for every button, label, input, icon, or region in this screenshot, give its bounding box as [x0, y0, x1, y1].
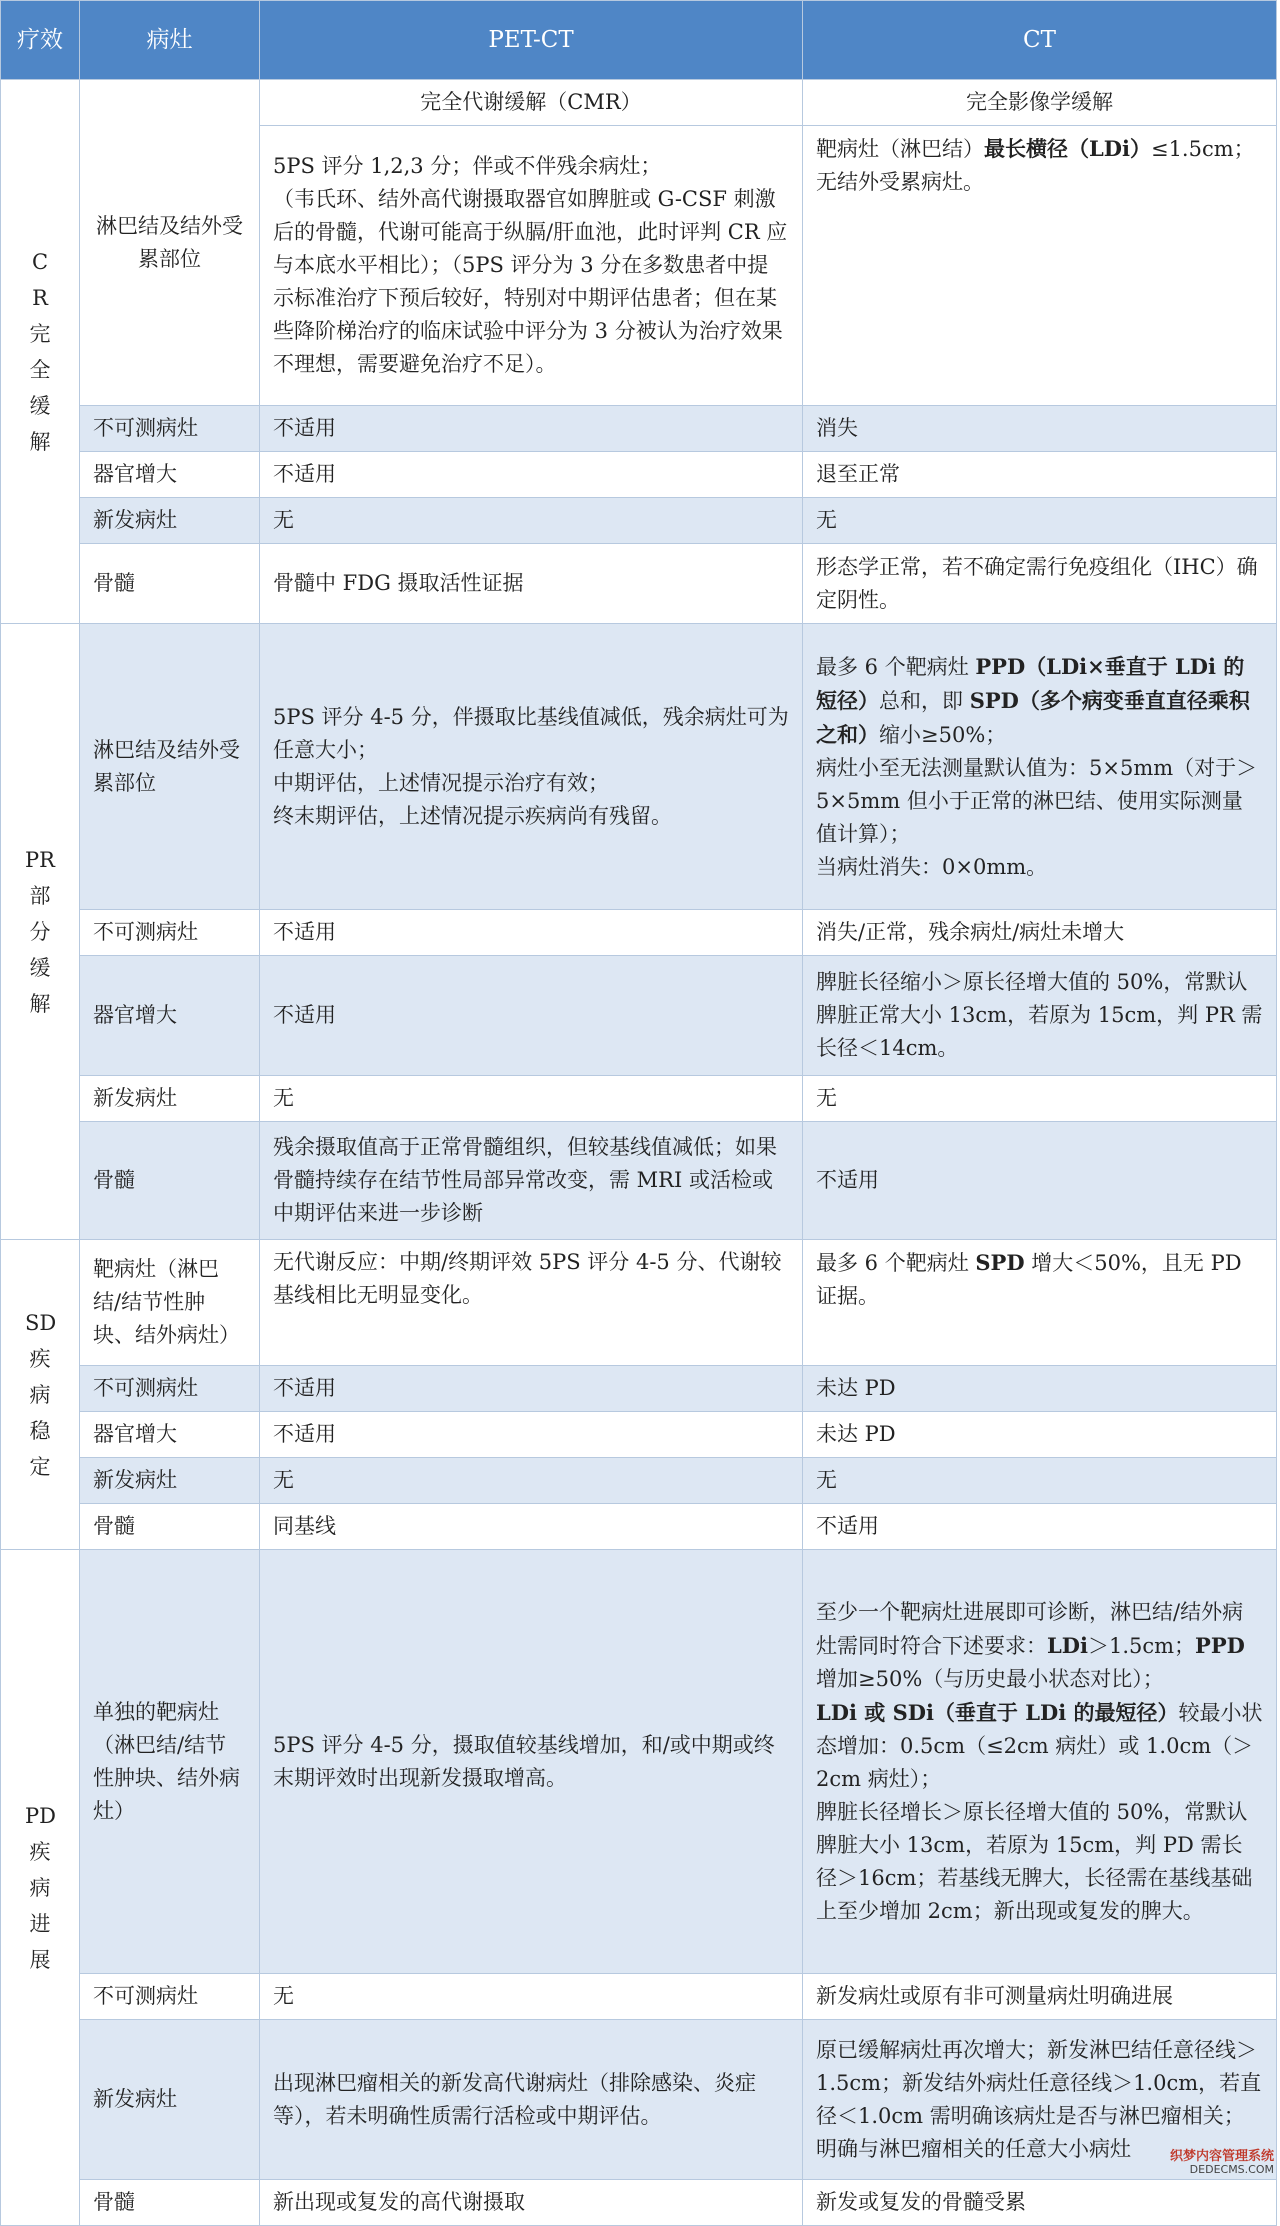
cr-petct-marrow: 骨髓中 FDG 摄取活性证据 — [260, 544, 803, 624]
sd-ct-nonmeasurable: 未达 PD — [803, 1366, 1277, 1412]
cr-sub-petct: 完全代谢缓解（CMR） — [260, 80, 803, 126]
header-lesion: 病灶 — [80, 1, 260, 80]
sd-petct-nonmeasurable: 不适用 — [260, 1366, 803, 1412]
pr-petct-organ: 不适用 — [260, 956, 803, 1076]
sd-petct-marrow: 同基线 — [260, 1504, 803, 1550]
pr-ct-organ: 脾脏长径缩小＞原长径增大值的 50%，常默认脾脏正常大小 13cm，若原为 15cm，判 PR 需长径＜14cm。 — [803, 956, 1277, 1076]
cr-ct-lymph-text-b: 最长横径（LDi） — [984, 136, 1151, 161]
pr-lesion-new: 新发病灶 — [80, 1076, 260, 1122]
sd-label: SD疾病稳定 — [1, 1240, 80, 1550]
pd-ct-nonmeasurable: 新发病灶或原有非可测量病灶明确进展 — [803, 1974, 1277, 2020]
sd-ct-target — [803, 1240, 1277, 1366]
pr-ct-lymph — [803, 624, 1277, 910]
cr-petct-nonmeasurable: 不适用 — [260, 406, 803, 452]
sd-petct-new: 无 — [260, 1458, 803, 1504]
header-ct: CT — [803, 1, 1277, 80]
pd-ct-text-a: 至少一个靶病灶进展即可诊断，淋巴结/结外病灶需同时符合下述要求： — [816, 1600, 1243, 1658]
pr-row-lymph — [1, 624, 1277, 910]
pr-lesion-marrow: 骨髓 — [80, 1122, 260, 1240]
pr-lesion-nonmeasurable: 不可测病灶 — [80, 910, 260, 956]
pd-ct-text-f: LDi 或 SDi（垂直于 LDi 的最短径） — [816, 1700, 1179, 1725]
cr-lesion-marrow: 骨髓 — [80, 544, 260, 624]
cr-row-marrow — [1, 544, 1277, 624]
pd-lesion-marrow: 骨髓 — [80, 2180, 260, 2226]
sd-ct-marrow: 不适用 — [803, 1504, 1277, 1550]
sd-row-nonmeasurable — [1, 1366, 1277, 1412]
cr-petct-organ: 不适用 — [260, 452, 803, 498]
pd-row-new — [1, 2020, 1277, 2180]
pr-ct-text-d: SPD（多个病变垂直直径乘积之和） — [816, 688, 1250, 747]
pd-petct-new: 出现淋巴瘤相关的新发高代谢病灶（排除感染、炎症等），若未明确性质需行活检或中期评估。 — [260, 2020, 803, 2180]
sd-row-new — [1, 1458, 1277, 1504]
cr-label: CR完全缓解 — [1, 80, 80, 624]
pd-row-nonmeasurable — [1, 1974, 1277, 2020]
cr-lesion-nonmeasurable: 不可测病灶 — [80, 406, 260, 452]
cr-ct-organ: 退至正常 — [803, 452, 1277, 498]
header-response: 疗效 — [1, 1, 80, 80]
cr-ct-lymph-text-c: ≤1.5cm；无结外受累病灶。 — [816, 137, 1255, 194]
sd-petct-organ: 不适用 — [260, 1412, 803, 1458]
pr-ct-text-a: 最多 6 个靶病灶 — [816, 655, 975, 679]
pr-ct-text-b: PPD（LDi×垂直于 LDi 的短径） — [816, 654, 1244, 713]
cr-row-nonmeasurable — [1, 406, 1277, 452]
pr-ct-marrow: 不适用 — [803, 1122, 1277, 1240]
watermark — [1170, 2150, 1274, 2176]
cr-ct-lymph — [803, 126, 1277, 406]
cr-ct-marrow: 形态学正常，若不确定需行免疫组化（IHC）确定阴性。 — [803, 544, 1277, 624]
cr-petct-lymph: 5PS 评分 1,2,3 分；伴或不伴残余病灶； （韦氏环、结外高代谢摄取器官如脾脏或 G-CSF 刺激后的骨髓，代谢可能高于纵膈/肝血池，此时评判 CR 应与本底水平相比）；（5PS 评分为 3 分在多数患者中提示标准治疗下预后较好，特别对中期评估患者；但在某些降阶梯治疗的临床试验中评分为 3 分被认为治疗效果不理想，需要避免治疗不足）。 — [260, 126, 803, 406]
pr-ct-text-e: 缩小≥50%； 病灶小至无法测量默认值为：5×5mm（对于＞5×5mm 但小于正常的淋巴结、使用实际测量值计算）； 当病灶消失：0×0mm。 — [816, 723, 1257, 879]
sd-ct-text-c: 增大＜50%，且无 PD 证据。 — [816, 1251, 1242, 1308]
pd-row-target — [1, 1550, 1277, 1974]
pr-row-nonmeasurable — [1, 910, 1277, 956]
pd-lesion-new: 新发病灶 — [80, 2020, 260, 2180]
cr-petct-new: 无 — [260, 498, 803, 544]
sd-ct-text-a: 最多 6 个靶病灶 — [816, 1251, 975, 1275]
pr-lesion-organ: 器官增大 — [80, 956, 260, 1076]
pd-petct-nonmeasurable: 无 — [260, 1974, 803, 2020]
sd-row-marrow — [1, 1504, 1277, 1550]
pr-row-organ — [1, 956, 1277, 1076]
sd-petct-target: 无代谢反应：中期/终期评效 5PS 评分 4-5 分、代谢较基线相比无明显变化。 — [260, 1240, 803, 1366]
pr-petct-new: 无 — [260, 1076, 803, 1122]
pd-label: PD疾病进展 — [1, 1550, 80, 2226]
pd-ct-text-g: 较最小状态增加：0.5cm（≤2cm 病灶）或 1.0cm（＞2cm 病灶）； 脾脏长径增长＞原长径增大值的 50%，常默认脾脏大小 13cm，若原为 15cm，判 PD 需长径＞16cm；若基线无脾大，长径需在基线基础上至少增加 2cm；新出现或复发的脾大。 — [816, 1701, 1263, 1923]
cr-ct-nonmeasurable: 消失 — [803, 406, 1277, 452]
pr-ct-nonmeasurable: 消失/正常，残余病灶/病灶未增大 — [803, 910, 1277, 956]
pd-petct-marrow: 新出现或复发的高代谢摄取 — [260, 2180, 803, 2226]
pd-ct-marrow: 新发或复发的骨髓受累 — [803, 2180, 1277, 2226]
cr-ct-new: 无 — [803, 498, 1277, 544]
sd-lesion-target: 靶病灶（淋巴结/结节性肿块、结外病灶） — [80, 1240, 260, 1366]
watermark-line1: 织梦内容管理系统 — [1170, 2150, 1274, 2163]
cr-row-new — [1, 498, 1277, 544]
pr-petct-lymph: 5PS 评分 4-5 分，伴摄取比基线值减低，残余病灶可为任意大小； 中期评估，上述情况提示治疗有效； 终末期评估，上述情况提示疾病尚有残留。 — [260, 624, 803, 910]
pd-row-marrow — [1, 2180, 1277, 2226]
pr-petct-marrow: 残余摄取值高于正常骨髓组织，但较基线值减低；如果骨髓持续存在结节性局部异常改变，需 MRI 或活检或中期评估来进一步诊断 — [260, 1122, 803, 1240]
pd-ct-text-c: ＞1.5cm； — [1088, 1634, 1195, 1658]
sd-ct-new: 无 — [803, 1458, 1277, 1504]
pr-petct-nonmeasurable: 不适用 — [260, 910, 803, 956]
pr-ct-text-c: 总和，即 — [879, 689, 970, 713]
sd-row-target — [1, 1240, 1277, 1366]
pd-petct-target: 5PS 评分 4-5 分，摄取值较基线增加，和/或中期或终末期评效时出现新发摄取增高。 — [260, 1550, 803, 1974]
cr-sub-ct: 完全影像学缓解 — [803, 80, 1277, 126]
pd-ct-text-d: PPD — [1195, 1633, 1245, 1658]
pd-ct-new: 原已缓解病灶再次增大；新发淋巴结任意径线＞1.5cm；新发结外病灶任意径线＞1.0cm，若直径＜1.0cm 需明确该病灶是否与淋巴瘤相关；明确与淋巴瘤相关的任意大小病灶 — [803, 2020, 1277, 2180]
pr-ct-new: 无 — [803, 1076, 1277, 1122]
sd-ct-text-b: SPD — [975, 1250, 1024, 1275]
sd-lesion-organ: 器官增大 — [80, 1412, 260, 1458]
pr-row-marrow — [1, 1122, 1277, 1240]
sd-lesion-marrow: 骨髓 — [80, 1504, 260, 1550]
sd-lesion-nonmeasurable: 不可测病灶 — [80, 1366, 260, 1412]
pr-row-new — [1, 1076, 1277, 1122]
header-petct: PET-CT — [260, 1, 803, 80]
header-row — [1, 1, 1277, 80]
pr-lesion-lymph: 淋巴结及结外受累部位 — [80, 624, 260, 910]
pr-label: PR部分缓解 — [1, 624, 80, 1240]
pd-lesion-nonmeasurable: 不可测病灶 — [80, 1974, 260, 2020]
sd-row-organ — [1, 1412, 1277, 1458]
cr-subheader-row — [1, 80, 1277, 126]
sd-ct-organ: 未达 PD — [803, 1412, 1277, 1458]
sd-lesion-new: 新发病灶 — [80, 1458, 260, 1504]
watermark-line2: DEDECMS.COM — [1170, 2163, 1274, 2176]
pd-ct-text-e: 增加≥50%（与历史最小状态对比）； — [816, 1634, 1252, 1691]
cr-ct-lymph-text-a: 靶病灶（淋巴结） — [816, 137, 984, 161]
cr-lesion-lymph: 淋巴结及结外受累部位 — [80, 80, 260, 406]
cr-row-organ — [1, 452, 1277, 498]
pd-ct-text-b: LDi — [1047, 1633, 1088, 1658]
pd-lesion-target: 单独的靶病灶（淋巴结/结节性肿块、结外病灶） — [80, 1550, 260, 1974]
cr-lesion-new: 新发病灶 — [80, 498, 260, 544]
pd-ct-target — [803, 1550, 1277, 1974]
cr-lesion-organ: 器官增大 — [80, 452, 260, 498]
